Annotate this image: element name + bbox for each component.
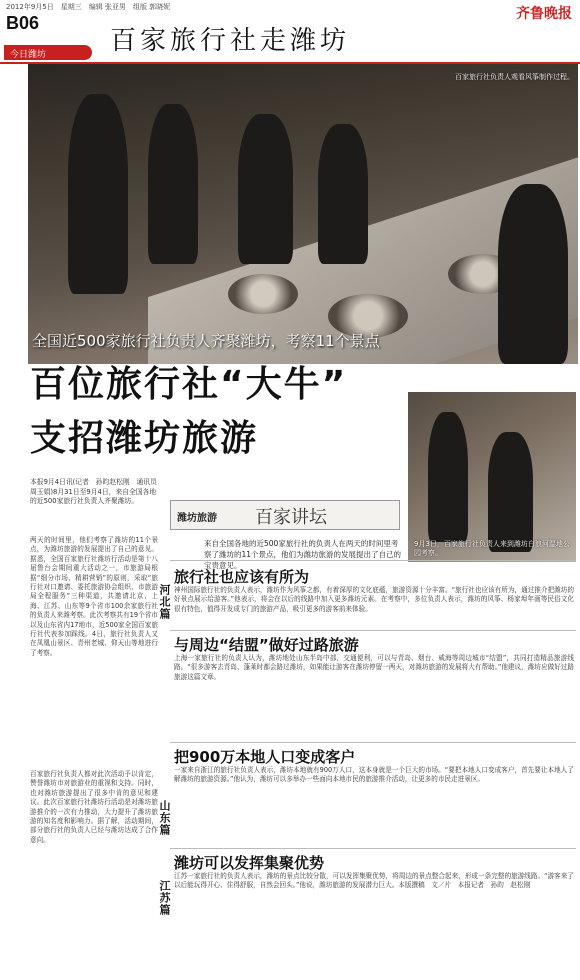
section-rule (170, 742, 576, 743)
province-label-shandong: 山东篇 (158, 800, 171, 836)
main-photo (28, 64, 578, 364)
article-lede: 来自全国各地的近500家旅行社的负责人在两天的时间里考察了潍坊的11个景点，他们为潍坊旅游的发展提出了自己的宝贵意见。 (204, 539, 402, 570)
section-4-text: 江苏一家旅行社的负责人表示，潍坊的景点比较分散，可以发挥集聚优势，将周边的景点整合起来，形成一条完整的旅游线路。“游客来了以后能玩得开心、住得舒服，自然会回头。”他说，潍坊旅游的发展潜力巨大。本版撰稿 文／片 本报记者 孙昀 赵松刚 (174, 872, 574, 890)
person-figure (428, 412, 468, 542)
banner-label: 潍坊旅游 (177, 513, 217, 524)
kite-shape (228, 274, 298, 314)
province-label-jiangsu: 江苏篇 (158, 880, 171, 916)
person-figure (148, 104, 198, 264)
person-figure (498, 184, 568, 364)
column-banner (170, 500, 400, 530)
section-2-text: 上海一家旅行社的负责人认为，潍坊地处山东半岛中部，交通便利，可以与青岛、烟台、威海等周边城市“结盟”，共同打造精品旅游线路。“很多游客去青岛、蓬莱时都会路过潍坊，如果能让游客在潍坊停留一两天，对潍坊旅游的发展将大有帮助。”他建议，潍坊应做好过路旅游这篇文章。 (174, 654, 574, 681)
article-subhead: 全国近500家旅行社负责人齐聚潍坊，考察11个景点 (32, 332, 380, 350)
subhead-3: 把900万本地人口变成客户 (174, 748, 356, 766)
section-rule (170, 560, 576, 561)
province-label-hebei: 河北篇 (158, 584, 171, 620)
person-figure (488, 432, 533, 552)
banner-calligraphy: 百家讲坛 (255, 507, 327, 528)
article-column-1: 两天的时间里，他们考察了潍坊的11个景点，为潍坊旅游的发展提出了自己的意见。据悉，全国百家旅行社潍坊行活动是第十八届鲁台会期间重大活动之一，市旅游局根据“细分市场、精耕营销”的原则，采取“旅行社对口邀请、委托旅游协会组织、市旅游局全程服务”三种渠道，共邀请北京、上海、江苏、山东等9个省市100余家旅行社的负责人来潍考察。此次考察共有19个省市以及山东省内17地市，近500家全国百家旅行社代表参加踩线。4日，旅行社负责人又在凤凰山景区、青州老城、仰天山等地进行了考察。 (30, 536, 158, 657)
subhead-4: 潍坊可以发挥集聚优势 (174, 854, 325, 872)
section-tag[interactable]: 今日潍坊 (4, 45, 92, 60)
section-1-text: 神州国际旅行社的负责人表示，潍坊作为风筝之都，有着深厚的文化底蕴，旅游资源十分丰富。“旅行社也应该有所为，通过推介把潍坊的好景点展示给游客。”他表示，将会在以后的线路中加入更多潍坊元素。在考察中，多位负责人表示，潍坊的风筝、杨家埠年画等民俗文化很有特色，值得开发成专门的旅游产品，吸引更多的游客前来体验。 (174, 586, 574, 613)
side-photo-caption: 9月3日，百家旅行社负责人来到潍坊白浪河湿地公园考察。 (414, 540, 570, 557)
main-photo-caption: 百家旅行社负责人观看风筝制作过程。 (455, 73, 574, 81)
section-rule (170, 630, 576, 631)
section-rule (170, 848, 576, 849)
date-strip: 2012年9月5日 星期三 编辑 张亚男 组版 郭晓妮 (6, 3, 171, 11)
subhead-1: 旅行社也应该有所为 (174, 568, 310, 586)
article-byline: 本报9月4日讯(记者 孙昀赵松刚 通讯员 周玉娟)8月31日至9月4日，来自全国各地的近500家旅行社负责人齐聚潍坊。 (30, 478, 164, 506)
person-figure (68, 94, 128, 294)
section-3-text: 一家来自浙江的旅行社负责人表示，潍坊本地就有900万人口，这本身就是一个巨大的市场。“要把本地人口变成客户，首先要让本地人了解潍坊的旅游资源。”他认为，潍坊可以多举办一些面向本地市民的旅游推介活动，让更多的市民走进景区。 (174, 766, 574, 784)
person-figure (238, 114, 293, 264)
person-figure (318, 124, 368, 264)
side-photo (408, 392, 576, 562)
page-number: B06 (6, 13, 40, 33)
page-title: 百家旅行社走潍坊 (110, 26, 351, 56)
headline-line1: 百位旅行社“大牛” (30, 364, 348, 405)
newspaper-brand: 齐鲁晚报 (516, 6, 572, 22)
subhead-2: 与周边“结盟”做好过路旅游 (174, 636, 359, 654)
article-column-1b: 百家旅行社负责人都对此次活动予以肯定，赞誉潍坊市对旅游业的重视和支持。同时，也对潍坊旅游提出了很多中肯的意见和建议。此次百家旅行社潍坊行活动是对潍坊旅游推介的一次有力推动，大力提升了潍坊旅游的知名度和影响力。据了解，活动期间，部分旅行社的负责人已经与潍坊达成了合作意向。 (30, 770, 158, 844)
headline-line2: 支招潍坊旅游 (30, 418, 259, 459)
